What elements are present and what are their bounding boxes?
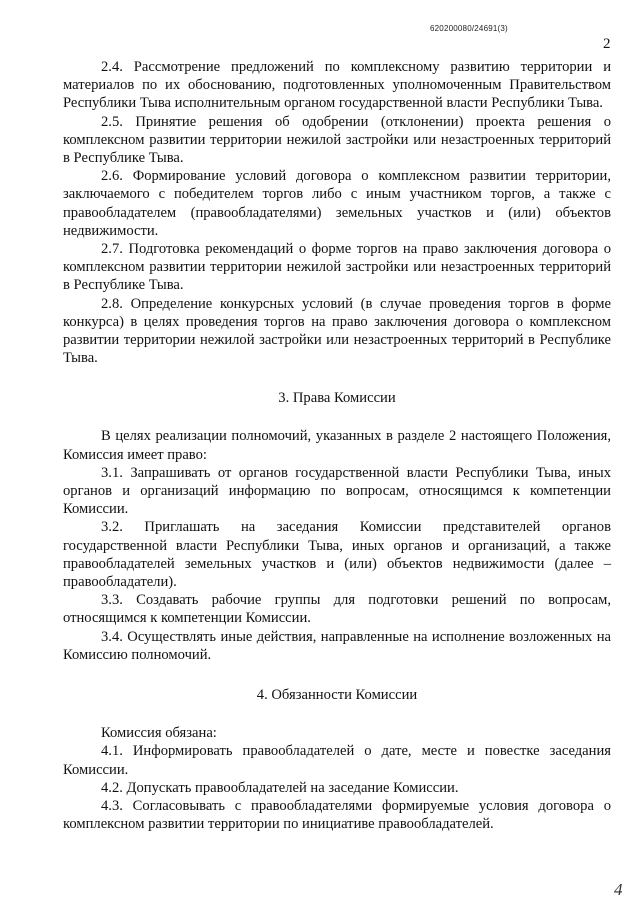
clause-4-1: 4.1. Информировать правообладателей о дате, месте и повестке заседания Комиссии. (63, 743, 611, 778)
clause-4-2: 4.2. Допускать правообладателей на заседание Комиссии. (101, 779, 459, 796)
section-4-intro: Комиссия обязана: (101, 725, 217, 742)
handwritten-page-mark: 4 (614, 880, 623, 899)
clause-2-7: 2.7. Подготовка рекомендаций о форме торгов на право заключения договора о комплексном развитии территории нежилой застройки или незастроенных территорий в Республике Тыва. (63, 241, 611, 294)
clause-3-3: 3.3. Создавать рабочие группы для подготовки решений по вопросам, относящимся к компетенции Комиссии. (63, 592, 611, 627)
document-body (63, 58, 611, 833)
section-3-intro: В целях реализации полномочий, указанных в разделе 2 настоящего Положения, Комиссия имеет право: (63, 428, 611, 463)
document-id: 620200080/24691(3) (430, 24, 508, 33)
clause-2-8: 2.8. Определение конкурсных условий (в случае проведения торгов в форме конкурса) в целях проведения торгов на право заключения договора о комплексном развитии территории нежилой застройки или незастроенных территорий в Республике Тыва. (63, 295, 611, 367)
clause-2-4: 2.4. Рассмотрение предложений по комплексному развитию территории и материалов по их обоснованию, подготовленных уполномоченным Правительством Республики Тыва исполнительным органом государственной власти Республики Тыва. (63, 59, 611, 112)
page-number: 2 (603, 36, 611, 52)
section-4-heading: 4. Обязанности Комиссии (256, 687, 418, 704)
clause-2-5: 2.5. Принятие решения об одобрении (отклонении) проекта решения о комплексном развитии территории нежилой застройки или незастроенных территорий в Республике Тыва. (63, 113, 611, 167)
clause-4-3: 4.3. Согласовывать с правообладателями формируемые условия договора о комплексном развитии территории по инициативе правообладателей. (63, 797, 611, 833)
clause-3-1: 3.1. Запрашивать от органов государственной власти Республики Тыва, иных органов и организаций информацию по вопросам, относящимся к компетенции Комиссии. (63, 464, 611, 518)
clause-3-2: 3.2. Приглашать на заседания Комиссии представителей органов государственной власти Республики Тыва, иных органов и организаций, а также правообладателей земельных участков и (или) объектов недвижимости (далее – правообладатели). (63, 519, 611, 591)
clause-3-4: 3.4. Осуществлять иные действия, направленные на исполнение возложенных на Комиссию полномочий. (63, 628, 611, 663)
clause-2-6: 2.6. Формирование условий договора о комплексном развитии территории, заключаемого с победителем торгов либо с иным участником торгов, а также с правообладателем (правообладателями) земельных участков и (или) объектов недвижимости. (63, 168, 611, 239)
section-3-heading: 3. Права Комиссии (278, 390, 396, 407)
